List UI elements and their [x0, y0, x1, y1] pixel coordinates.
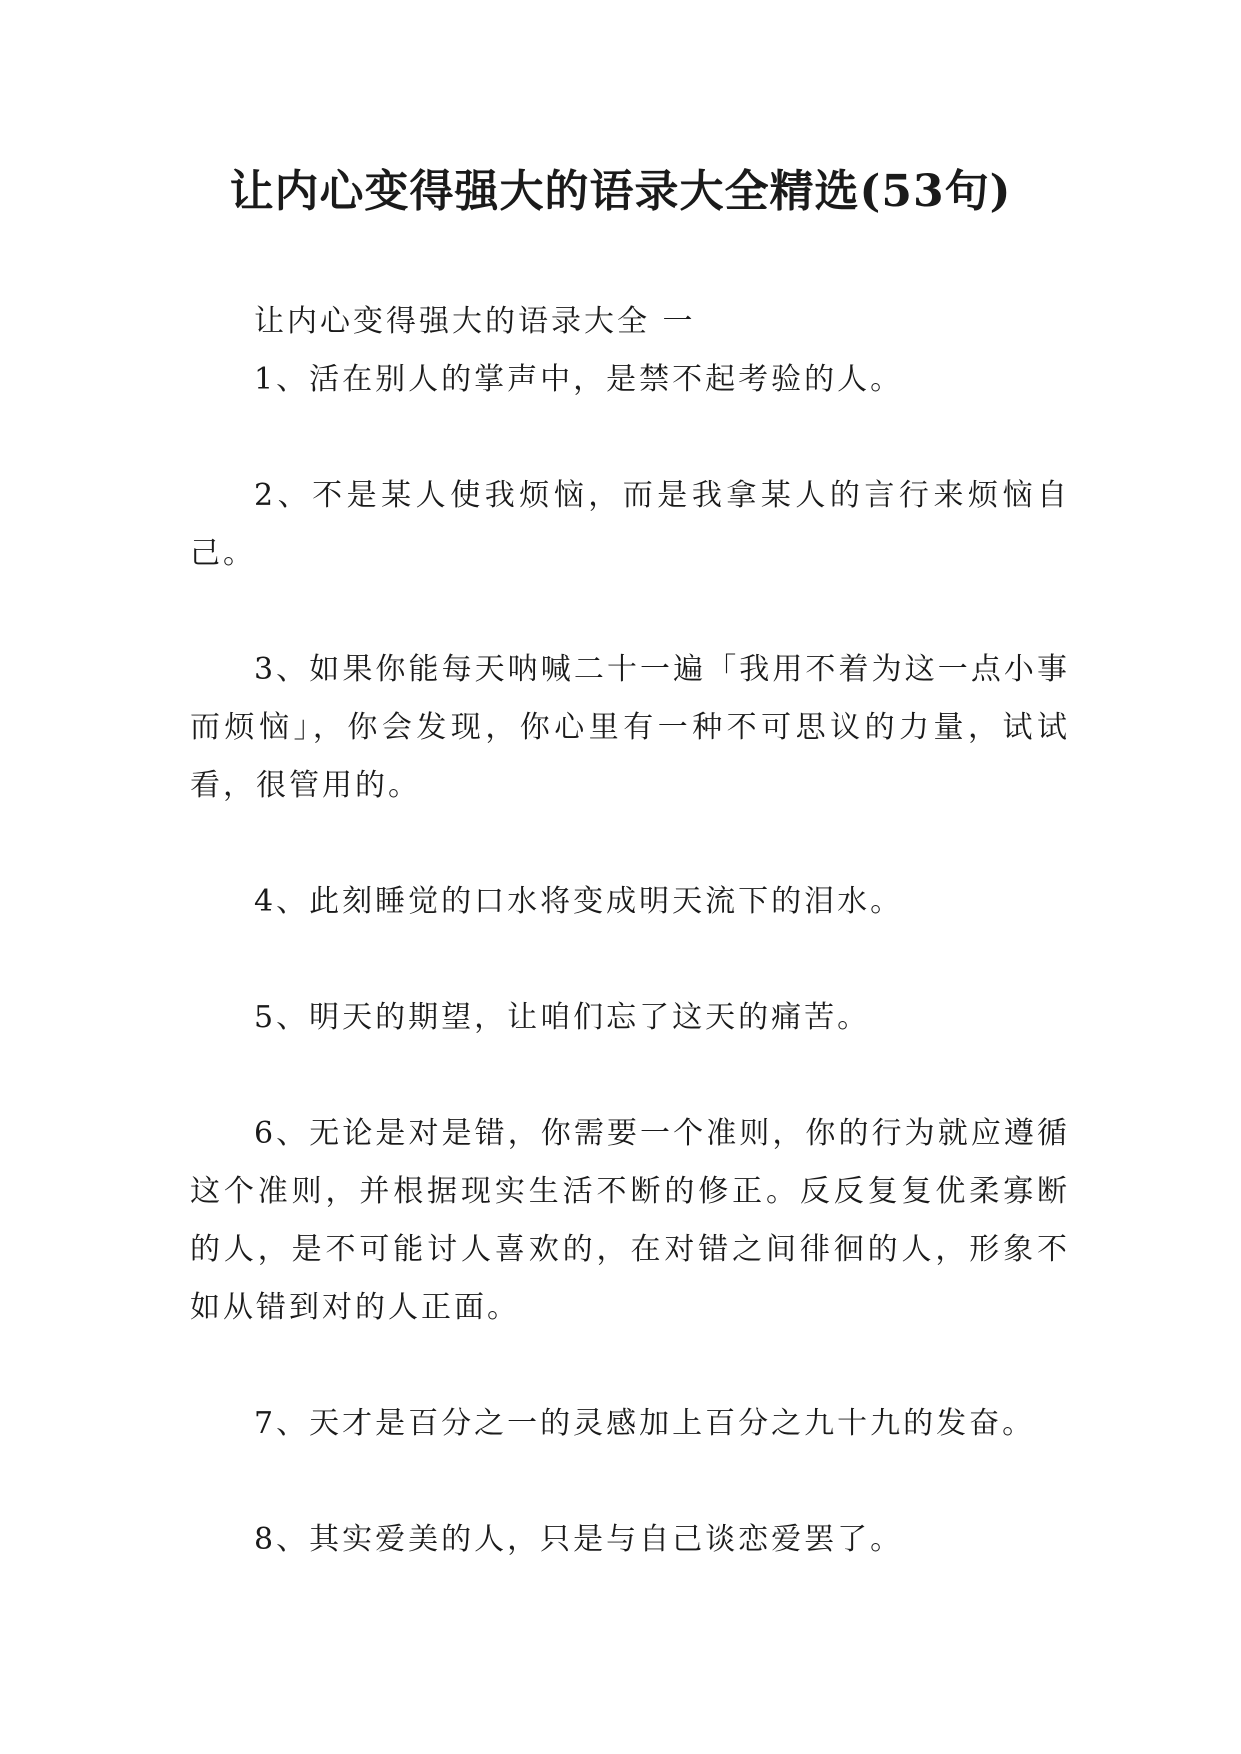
quote-item-3: 3、如果你能每天呐喊二十一遍「我用不着为这一点小事而烦恼」，你会发现，你心里有一种不可思议的力量，试试看，很管用的。 — [190, 652, 1070, 803]
document-body — [190, 293, 1070, 1627]
quote-item-4: 4、此刻睡觉的口水将变成明天流下的泪水。 — [254, 884, 904, 919]
quote-item-7: 7、天才是百分之一的灵感加上百分之九十九的发奋。 — [254, 1406, 1036, 1441]
document-title: 让内心变得强大的语录大全精选(53句) — [229, 166, 1012, 217]
quote-item-2: 2、不是某人使我烦恼，而是我拿某人的言行来烦恼自己。 — [190, 478, 1070, 571]
quote-item-1: 1、活在别人的掌声中，是禁不起考验的人。 — [254, 362, 904, 397]
quote-item-8: 8、其实爱美的人，只是与自己谈恋爱罢了。 — [254, 1522, 904, 1557]
quote-item-6: 6、无论是对是错，你需要一个准则，你的行为就应遵循这个准则，并根据现实生活不断的修正。反反复复优柔寡断的人，是不可能讨人喜欢的，在对错之间徘徊的人，形象不如从错到对的人正面。 — [190, 1116, 1070, 1325]
quote-item-5: 5、明天的期望，让咱们忘了这天的痛苦。 — [254, 1000, 871, 1035]
section-heading: 让内心变得强大的语录大全 一 — [254, 304, 696, 339]
